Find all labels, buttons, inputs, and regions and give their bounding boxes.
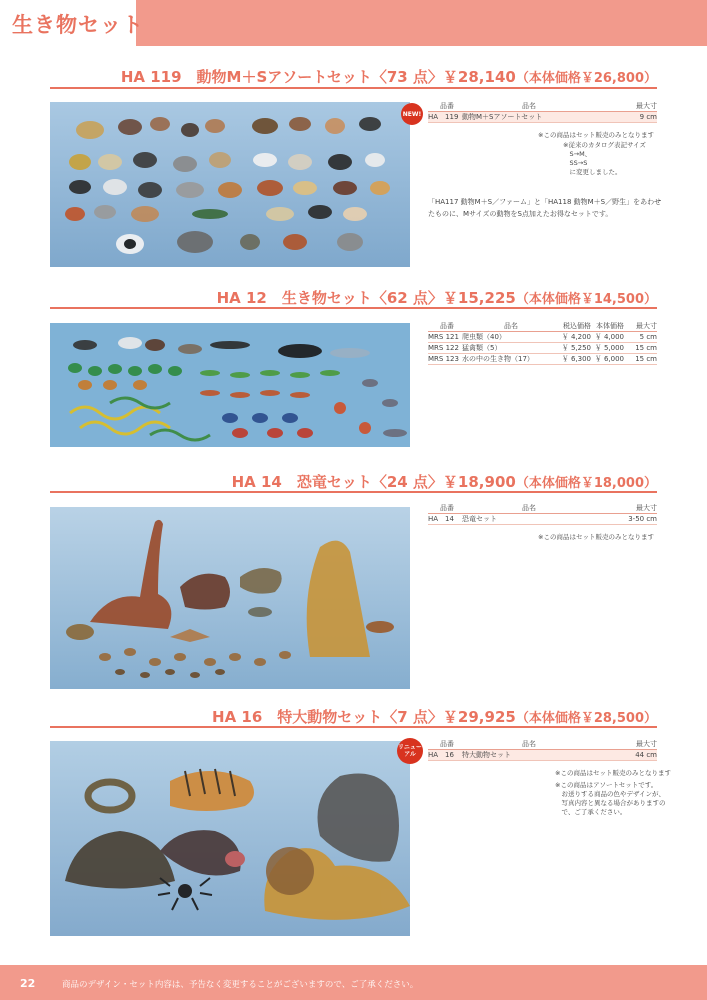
section-rule — [50, 87, 657, 89]
col-price-base: 本体価格 — [596, 321, 624, 330]
cell-price-tax: ￥ 5,250 — [561, 344, 591, 352]
col-item-name: 品名 — [522, 739, 536, 748]
cell-name: 爬虫類（40） — [462, 333, 506, 341]
col-item-code: 品番 — [440, 101, 454, 110]
note-set-only: ※この商品はセット販売のみとなります — [538, 533, 654, 541]
section-title-ha12: HA 12 生き物セット〈62 点〉￥15,225（本体価格￥14,500） — [216, 289, 657, 307]
cell-code: MRS 122 — [428, 344, 459, 352]
section-title-ha119: HA 119 動物M＋Sアソートセット〈73 点〉￥28,140（本体価格￥26,800） — [120, 68, 657, 86]
section-rule — [50, 491, 657, 493]
spec-header-row — [428, 502, 657, 514]
product-photo-animals-ms — [50, 102, 410, 267]
page-number: 22 — [20, 977, 36, 990]
cell-size: 15 cm — [635, 344, 657, 352]
table-row — [428, 343, 657, 354]
cell-size: 9 cm — [639, 113, 657, 121]
spec-header-row — [428, 738, 657, 750]
note-set-only: ※この商品はセット販売のみとなります — [555, 769, 671, 777]
cell-size: 5 cm — [639, 333, 657, 341]
product-photo-large-animals — [50, 741, 410, 936]
table-row — [428, 332, 657, 343]
cell-price-base: ￥ 6,000 — [594, 355, 624, 363]
table-row — [428, 354, 657, 365]
col-item-name: 品名 — [522, 503, 536, 512]
col-item-code: 品番 — [440, 321, 454, 330]
cell-price-tax: ￥ 4,200 — [561, 333, 591, 341]
col-max-size: 最大寸 — [636, 101, 657, 110]
note-size-change: ※従来のカタログ表記サイズ S→M、 SS→S に変更しました。 — [563, 141, 646, 176]
cell-name: 猛禽類（5） — [462, 344, 502, 352]
page-title: 生き物セット — [12, 13, 144, 37]
note-assortment: ※この商品はアソートセットです。 お送りする商品の色やデザインが、 写真内容と異なる場合がありますの で、ご了承ください。 — [555, 781, 666, 816]
cell-size: 3-50 cm — [628, 515, 657, 523]
table-row — [428, 112, 657, 123]
col-item-name: 品名 — [504, 321, 518, 330]
cell-name: 動物M＋Sアソートセット — [462, 113, 543, 121]
cell-code: HA 16 — [428, 751, 454, 759]
cell-size: 44 cm — [635, 751, 657, 759]
cell-name: 特大動物セット — [462, 751, 511, 759]
section-rule — [50, 726, 657, 728]
spec-table-ha119 — [428, 100, 657, 123]
section-description: 「HA117 動物M＋S／ファーム」と「HA118 動物M＋S／野生」をあわせ たものに、Mサイズの動物をS点加えたお得なセットです。 — [428, 198, 662, 218]
cell-code: HA 14 — [428, 515, 454, 523]
spec-table-ha16 — [428, 738, 657, 761]
col-max-size: 最大寸 — [636, 739, 657, 748]
cell-code: MRS 121 — [428, 333, 459, 341]
col-max-size: 最大寸 — [636, 321, 657, 330]
cell-size: 15 cm — [635, 355, 657, 363]
spec-header-row — [428, 320, 657, 332]
cell-price-tax: ￥ 6,300 — [561, 355, 591, 363]
product-photo-creatures — [50, 323, 410, 447]
renewal-badge: リニュー アル — [397, 738, 423, 764]
col-price-tax: 税込価格 — [563, 321, 591, 330]
spec-header-row — [428, 100, 657, 112]
cell-code: MRS 123 — [428, 355, 459, 363]
spec-table-ha14 — [428, 502, 657, 525]
col-max-size: 最大寸 — [636, 503, 657, 512]
product-photo-dinosaurs — [50, 507, 410, 689]
table-row — [428, 514, 657, 525]
cell-code: HA 119 — [428, 113, 459, 121]
footer-disclaimer: 商品のデザイン・セット内容は、予告なく変更することがございますので、ご了承ください。 — [62, 980, 419, 990]
section-title-ha16: HA 16 特大動物セット〈7 点〉￥29,925（本体価格￥28,500） — [212, 708, 657, 726]
col-item-code: 品番 — [440, 739, 454, 748]
table-row — [428, 750, 657, 761]
cell-name: 恐竜セット — [462, 515, 497, 523]
cell-price-base: ￥ 5,000 — [594, 344, 624, 352]
note-set-only: ※この商品はセット販売のみとなります — [538, 131, 654, 139]
section-title-ha14: HA 14 恐竜セット〈24 点〉￥18,900（本体価格￥18,000） — [231, 473, 657, 491]
col-item-name: 品名 — [522, 101, 536, 110]
new-badge: NEW! — [401, 103, 423, 125]
section-rule — [50, 307, 657, 309]
col-item-code: 品番 — [440, 503, 454, 512]
spec-table-ha12 — [428, 320, 657, 365]
cell-name: 水の中の生き物（17） — [462, 355, 534, 363]
cell-price-base: ￥ 4,000 — [594, 333, 624, 341]
